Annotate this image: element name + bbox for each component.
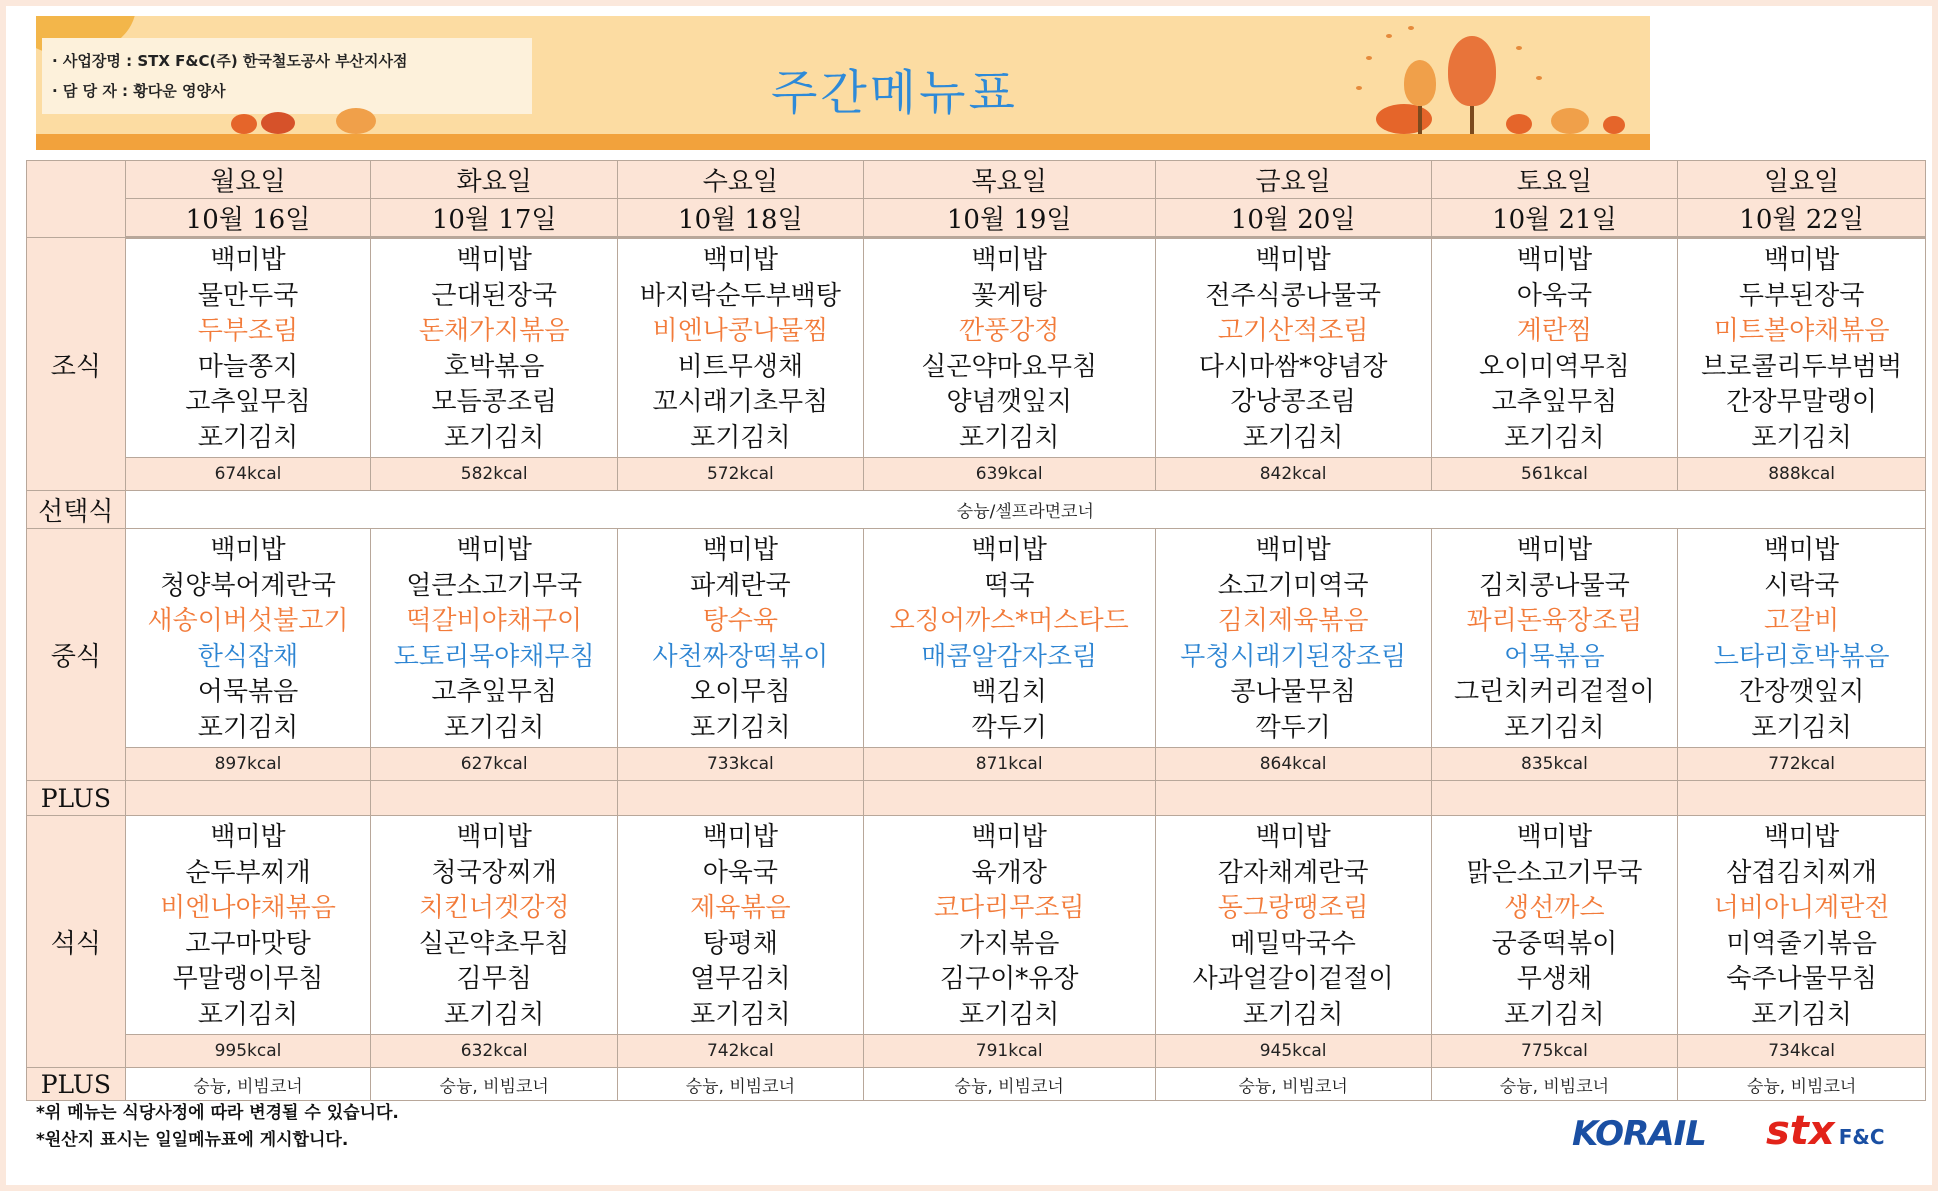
pumpkin-icon	[231, 114, 257, 134]
dish-item: 백미밥	[971, 535, 1047, 565]
pumpkin-icon	[1551, 108, 1589, 134]
dish-item: 포기김치	[443, 999, 545, 1030]
day-header: 목요일	[863, 161, 1155, 199]
date-header: 10월 16일	[125, 199, 371, 238]
dish-item: 맑은소고기무국	[1466, 857, 1643, 888]
kcal-cell: 639kcal	[863, 458, 1155, 491]
leaf-icon	[1408, 26, 1414, 30]
dish-item: 무청시래기된장조림	[1180, 641, 1407, 672]
header-banner	[36, 16, 1650, 150]
dish-item: 느타리호박볶음	[1713, 641, 1890, 672]
plus-label: PLUS	[27, 781, 126, 816]
dish-item: 백미밥	[702, 245, 779, 275]
dish-item: 매콤알감자조림	[921, 641, 1098, 672]
plus-label: PLUS	[27, 1068, 126, 1101]
plus-cell: 숭늉, 비빔코너	[1678, 1068, 1926, 1101]
pumpkin-icon	[1603, 116, 1625, 134]
dish-item: 포기김치	[1242, 999, 1344, 1030]
dish-item: 백미밥	[1516, 822, 1593, 852]
dish-item: 계란찜	[1516, 316, 1593, 346]
menu-cell	[1678, 238, 1926, 458]
leaf-icon	[1516, 46, 1522, 50]
lunch-plus-row	[27, 781, 1926, 816]
kcal-cell: 888kcal	[1678, 458, 1926, 491]
leaf-icon	[1536, 76, 1542, 80]
plus-cell	[1155, 781, 1431, 816]
dish-item: 파계란국	[690, 570, 791, 601]
dish-item: 오이미역무침	[1479, 351, 1630, 382]
dish-item: 탕평채	[702, 928, 779, 959]
dish-item: 백김치	[971, 677, 1047, 707]
plus-cell: 숭늉, 비빔코너	[371, 1068, 618, 1101]
korail-logo: KORAIL	[1572, 1114, 1706, 1154]
menu-cell	[618, 529, 864, 748]
dish-item: 도토리묵야채무침	[393, 641, 595, 672]
dish-item: 백미밥	[1763, 245, 1840, 275]
dish-item: 백미밥	[1255, 535, 1331, 565]
meal-label-lunch: 중식	[27, 529, 126, 781]
info-box	[42, 38, 532, 114]
dish-item: 너비아니계란전	[1713, 893, 1890, 923]
date-header: 10월 19일	[863, 199, 1155, 238]
dish-item: 포기김치	[1751, 999, 1852, 1030]
dish-item: 포기김치	[1242, 422, 1344, 453]
dish-item: 깍두기	[971, 712, 1047, 743]
dish-item: 브로콜리두부범벅	[1701, 351, 1903, 382]
date-header: 10월 17일	[371, 199, 618, 238]
date-row	[27, 199, 1926, 238]
pumpkin-icon	[261, 112, 295, 134]
menu-cell	[125, 816, 371, 1035]
dish-item: 고기산적조림	[1217, 316, 1369, 346]
dish-item: 숙주나물무침	[1726, 964, 1877, 994]
date-header: 10월 18일	[618, 199, 864, 238]
dish-item: 시락국	[1763, 570, 1840, 601]
menu-cell	[1678, 816, 1926, 1035]
dish-item: 떡국	[984, 570, 1035, 601]
menu-cell	[1155, 238, 1431, 458]
day-header: 토요일	[1431, 161, 1678, 199]
dish-item: 백미밥	[210, 535, 286, 565]
weekly-menu-table	[26, 160, 1926, 1101]
kcal-cell: 772kcal	[1678, 748, 1926, 781]
dish-item: 양념깻잎지	[946, 387, 1072, 417]
kcal-cell: 835kcal	[1431, 748, 1678, 781]
dish-item: 미역줄기볶음	[1726, 928, 1877, 959]
leaf-icon	[1386, 34, 1392, 38]
plus-cell: 숭늉, 비빔코너	[125, 1068, 371, 1101]
dish-item: 포기김치	[958, 999, 1060, 1030]
dish-item: 김치제육볶음	[1217, 606, 1369, 636]
dish-item: 탕수육	[702, 606, 779, 636]
plus-cell: 숭늉, 비빔코너	[618, 1068, 864, 1101]
dish-item: 고추잎무침	[431, 677, 557, 707]
dish-item: 꽈리돈육장조림	[1466, 606, 1643, 636]
dish-item: 두부된장국	[1738, 280, 1865, 311]
note-line: *원산지 표시는 일일메뉴표에 게시합니다.	[36, 1130, 349, 1150]
kcal-cell: 791kcal	[863, 1035, 1155, 1068]
meal-label-dinner: 석식	[27, 816, 126, 1068]
dish-item: 간장무말랭이	[1726, 387, 1877, 417]
day-header: 수요일	[618, 161, 864, 199]
dish-item: 궁중떡볶이	[1491, 928, 1618, 959]
dish-item: 백미밥	[971, 822, 1047, 852]
info-line-workplace: · 사업장명 : STX F&C(주) 한국철도공사 부산지사점	[52, 52, 408, 70]
dish-item: 동그랑땡조림	[1217, 893, 1369, 923]
date-header: 10월 20일	[1155, 199, 1431, 238]
day-header: 금요일	[1155, 161, 1431, 199]
dish-item: 제육볶음	[690, 893, 791, 923]
dish-item: 포기김치	[1751, 712, 1852, 743]
dish-item: 메밀막국수	[1230, 928, 1356, 959]
day-header: 화요일	[371, 161, 618, 199]
stx-logo-text: stx	[1766, 1108, 1835, 1154]
plus-cell	[125, 781, 371, 816]
date-header: 10월 21일	[1431, 199, 1678, 238]
dish-item: 육개장	[971, 857, 1047, 888]
dish-item: 김무침	[456, 964, 532, 994]
dish-item: 백미밥	[456, 535, 532, 565]
select-cell: 숭늉/셀프라면코너	[125, 491, 1925, 529]
kcal-cell: 995kcal	[125, 1035, 371, 1068]
dish-item: 꽃게탕	[971, 280, 1047, 311]
lunch-menu-row	[27, 529, 1926, 748]
dish-item: 어묵볶음	[1504, 641, 1605, 672]
plus-cell	[863, 781, 1155, 816]
dish-item: 감자채계란국	[1217, 857, 1369, 888]
kcal-cell: 734kcal	[1678, 1035, 1926, 1068]
dish-item: 고갈비	[1763, 606, 1840, 636]
dish-item: 무말랭이무침	[172, 964, 324, 994]
dish-item: 백미밥	[456, 822, 532, 852]
dish-item: 백미밥	[210, 245, 286, 275]
dish-item: 꼬시래기초무침	[652, 387, 829, 417]
dish-item: 포기김치	[958, 422, 1060, 453]
stx-logo	[1766, 1108, 1885, 1154]
dish-item: 다시마쌈*양념장	[1198, 351, 1388, 382]
dish-item: 콩나물무침	[1230, 677, 1356, 707]
dish-item: 돈채가지볶음	[418, 316, 570, 346]
corner-cell	[27, 161, 126, 238]
menu-cell	[863, 529, 1155, 748]
dish-item: 김치콩나물국	[1479, 570, 1630, 601]
leaf-icon	[1366, 56, 1372, 60]
dish-item: 포기김치	[197, 422, 299, 453]
dish-item: 소고기미역국	[1217, 570, 1369, 601]
footer-notes	[36, 1100, 399, 1154]
day-header: 월요일	[125, 161, 371, 199]
dish-item: 포기김치	[443, 422, 545, 453]
kcal-cell: 742kcal	[618, 1035, 864, 1068]
bush-icon	[1376, 104, 1432, 134]
dish-item: 두부조림	[197, 316, 299, 346]
plus-cell: 숭늉, 비빔코너	[863, 1068, 1155, 1101]
kcal-cell: 871kcal	[863, 748, 1155, 781]
menu-cell	[863, 238, 1155, 458]
dish-item: 실곤약마요무침	[921, 351, 1098, 382]
stx-logo-sub: F&C	[1838, 1125, 1885, 1149]
kcal-cell: 582kcal	[371, 458, 618, 491]
plus-cell	[1431, 781, 1678, 816]
plus-cell	[371, 781, 618, 816]
dish-item: 포기김치	[197, 712, 299, 743]
dish-item: 생선까스	[1504, 893, 1605, 923]
menu-cell	[371, 816, 618, 1035]
kcal-cell: 572kcal	[618, 458, 864, 491]
dish-item: 포기김치	[197, 999, 299, 1030]
dish-item: 백미밥	[1516, 245, 1593, 275]
dish-item: 포기김치	[1504, 422, 1605, 453]
menu-cell	[863, 816, 1155, 1035]
dish-item: 포기김치	[690, 999, 791, 1030]
dish-item: 청국장찌개	[431, 857, 557, 888]
dish-item: 무생채	[1516, 964, 1593, 994]
dish-item: 비트무생채	[677, 351, 804, 382]
menu-cell	[1431, 529, 1678, 748]
dish-item: 청양북어계란국	[160, 570, 336, 601]
menu-cell	[1678, 529, 1926, 748]
dish-item: 모듬콩조림	[431, 387, 557, 417]
lunch-kcal-row	[27, 748, 1926, 781]
dish-item: 어묵볶음	[197, 677, 299, 707]
menu-cell	[618, 816, 864, 1035]
dish-item: 순두부찌개	[185, 857, 311, 888]
note-line: *위 메뉴는 식당사정에 따라 변경될 수 있습니다.	[36, 1103, 399, 1123]
kcal-cell: 733kcal	[618, 748, 864, 781]
kcal-cell: 627kcal	[371, 748, 618, 781]
dish-item: 호박볶음	[443, 351, 545, 382]
dish-item: 포기김치	[1504, 999, 1605, 1030]
dish-item: 가지볶음	[958, 928, 1060, 959]
kcal-cell: 674kcal	[125, 458, 371, 491]
date-header: 10월 22일	[1678, 199, 1926, 238]
dish-item: 실곤약초무침	[418, 928, 570, 959]
kcal-cell: 632kcal	[371, 1035, 618, 1068]
dinner-menu-row	[27, 816, 1926, 1035]
dish-item: 백미밥	[702, 822, 779, 852]
plus-cell	[618, 781, 864, 816]
dish-item: 간장깻잎지	[1738, 677, 1865, 707]
pumpkin-icon	[1506, 114, 1532, 134]
dish-item: 백미밥	[210, 822, 286, 852]
menu-cell	[371, 238, 618, 458]
dinner-kcal-row	[27, 1035, 1926, 1068]
dish-item: 그린치커리겉절이	[1453, 677, 1655, 707]
plus-cell	[1678, 781, 1926, 816]
menu-cell	[125, 238, 371, 458]
menu-cell	[618, 238, 864, 458]
tree-icon	[1448, 36, 1496, 106]
dish-item: 백미밥	[702, 535, 779, 565]
dish-item: 새송이버섯불고기	[147, 606, 349, 636]
kcal-cell: 842kcal	[1155, 458, 1431, 491]
dish-item: 비엔나콩나물찜	[652, 316, 829, 346]
dish-item: 근대된장국	[431, 280, 557, 311]
menu-cell	[125, 529, 371, 748]
dish-item: 바지락순두부백탕	[639, 280, 841, 311]
dish-item: 고추잎무침	[1491, 387, 1618, 417]
dish-item: 아욱국	[702, 857, 779, 888]
leaf-icon	[1356, 86, 1362, 90]
kcal-cell: 775kcal	[1431, 1035, 1678, 1068]
dish-item: 전주식콩나물국	[1205, 280, 1382, 311]
dish-item: 고구마맛탕	[185, 928, 311, 959]
page-title: 주간메뉴표	[771, 65, 1018, 121]
dish-item: 오징어까스*머스타드	[889, 606, 1129, 636]
ground-strip	[36, 134, 1650, 150]
dish-item: 마늘쫑지	[197, 351, 299, 382]
dish-item: 치킨너겟강정	[418, 893, 570, 923]
tree-icon	[1404, 60, 1436, 106]
dish-item: 사과얼갈이겉절이	[1192, 964, 1394, 994]
dish-item: 아욱국	[1516, 280, 1593, 311]
dish-item: 열무김치	[690, 964, 791, 994]
dish-item: 백미밥	[456, 245, 532, 275]
dish-item: 포기김치	[690, 712, 791, 743]
dish-item: 백미밥	[1516, 535, 1593, 565]
dish-item: 얼큰소고기무국	[406, 570, 583, 601]
meal-label-breakfast: 조식	[27, 238, 126, 491]
pumpkin-icon	[336, 108, 376, 134]
kcal-cell: 945kcal	[1155, 1035, 1431, 1068]
dish-item: 백미밥	[1763, 822, 1840, 852]
menu-cell	[371, 529, 618, 748]
dish-item: 포기김치	[1504, 712, 1605, 743]
kcal-cell: 897kcal	[125, 748, 371, 781]
dish-item: 백미밥	[971, 245, 1047, 275]
dish-item: 오이무침	[690, 677, 791, 707]
dish-item: 백미밥	[1255, 245, 1331, 275]
dinner-plus-row	[27, 1068, 1926, 1101]
dish-item: 물만두국	[197, 280, 299, 311]
dish-item: 포기김치	[1751, 422, 1852, 453]
breakfast-kcal-row	[27, 458, 1926, 491]
dish-item: 깐풍강정	[958, 316, 1060, 346]
dish-item: 김구이*유장	[939, 964, 1079, 994]
dish-item: 미트볼야채볶음	[1713, 316, 1890, 346]
dish-item: 떡갈비야채구이	[406, 606, 583, 636]
menu-cell	[1431, 816, 1678, 1035]
day-header: 일요일	[1678, 161, 1926, 199]
dish-item: 깍두기	[1255, 712, 1331, 743]
dish-item: 고추잎무침	[185, 387, 311, 417]
kcal-cell: 864kcal	[1155, 748, 1431, 781]
dish-item: 사천짜장떡볶이	[652, 641, 829, 672]
menu-cell	[1155, 529, 1431, 748]
plus-cell: 숭늉, 비빔코너	[1431, 1068, 1678, 1101]
info-line-manager: · 담 당 자 : 황다운 영양사	[52, 82, 226, 100]
select-row	[27, 491, 1926, 529]
dish-item: 포기김치	[690, 422, 791, 453]
dish-item: 백미밥	[1255, 822, 1331, 852]
dish-item: 삼겹김치찌개	[1726, 857, 1877, 888]
menu-cell	[1431, 238, 1678, 458]
dish-item: 한식잡채	[197, 641, 299, 672]
dish-item: 코다리무조림	[933, 893, 1085, 923]
breakfast-menu-row	[27, 238, 1926, 458]
menu-cell	[1155, 816, 1431, 1035]
dish-item: 비엔나야채볶음	[160, 893, 336, 923]
dish-item: 포기김치	[443, 712, 545, 743]
kcal-cell: 561kcal	[1431, 458, 1678, 491]
dish-item: 강낭콩조림	[1230, 387, 1356, 417]
dish-item: 백미밥	[1763, 535, 1840, 565]
day-row	[27, 161, 1926, 199]
meal-label-select: 선택식	[27, 491, 126, 529]
plus-cell: 숭늉, 비빔코너	[1155, 1068, 1431, 1101]
